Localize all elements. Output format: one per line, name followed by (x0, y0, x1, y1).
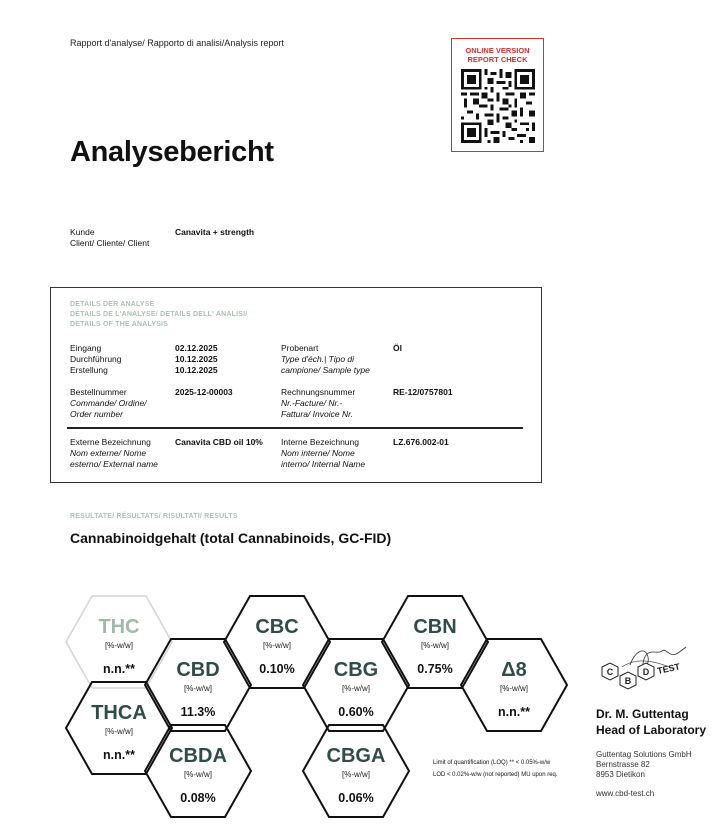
hex-cbda-value: 0.08% (180, 791, 216, 805)
company-address (596, 750, 692, 780)
hex-delta8 (459, 637, 569, 733)
internal-name-trans-2: interno/ Internal Name (281, 459, 366, 469)
cbd-test-logo (596, 645, 700, 697)
hex-delta8-unit: [%-w/w] (500, 684, 528, 693)
hex-cbga-name: CBGA (326, 745, 386, 767)
received-label: Eingang (70, 343, 102, 353)
hex-delta8-name: Δ8 (501, 659, 527, 681)
hex-cbg-value: 0.60% (338, 705, 374, 719)
sample-type-trans-1: Type d'éch.| Tipo di (281, 354, 355, 364)
logo-letter-d: D (642, 667, 650, 677)
hex-thca-unit: [%-w/w] (105, 727, 133, 736)
performed-label: Durchführung (70, 354, 122, 364)
hex-cbd-value: 11.3% (180, 705, 216, 719)
internal-name-value: LZ.676.002-01 (393, 437, 449, 447)
invoice-number-trans-2: Fattura/ Invoice Nr. (281, 409, 353, 419)
signatory (596, 706, 706, 738)
logo-word-test: TEST (656, 661, 681, 676)
order-number-value: 2025-12-00003 (175, 387, 233, 397)
qr-caption-line2: REPORT CHECK (467, 55, 528, 64)
external-name-label: Externe Bezeichnung (70, 437, 151, 447)
hex-thc-name: THC (98, 616, 140, 638)
hex-cbda-unit: [%-w/w] (184, 770, 212, 779)
hex-thca-value: n.n.** (103, 748, 135, 762)
order-number-trans-1: Commande/ Ordine/ (70, 398, 147, 408)
hex-cbc-name: CBC (255, 616, 299, 638)
hex-cbga-unit: [%-w/w] (342, 770, 370, 779)
signatory-name: Dr. M. Guttentag (596, 707, 689, 721)
hex-cbd-unit: [%-w/w] (184, 684, 212, 693)
received-date: 02.12.2025 (175, 343, 218, 353)
order-number-trans-2: Order number (70, 409, 123, 419)
created-label: Erstellung (70, 365, 108, 375)
online-report-check[interactable] (451, 38, 544, 152)
client-label-translations: Client/ Cliente/ Client (70, 238, 150, 248)
invoice-number-trans-1: Nr.-Facture/ Nr.- (281, 398, 343, 408)
page-title: Analysebericht (70, 136, 274, 168)
hex-cbg-name: CBG (333, 659, 379, 681)
lod-line: LOD < 0.02%-w/w (not reported) MU upon req. (433, 772, 558, 778)
client-value: Canavita + strength (175, 227, 255, 237)
qr-caption (452, 46, 543, 64)
hex-cbd-name: CBD (176, 659, 220, 681)
sample-type-trans-2: campione/ Sample type (281, 365, 370, 375)
hex-thc-value: n.n.** (103, 662, 135, 676)
hex-cbg-unit: [%-w/w] (342, 684, 370, 693)
internal-name-label: Interne Bezeichnung (281, 437, 359, 447)
external-name-value: Canavita CBD oil 10% (175, 437, 263, 447)
order-number-label: Bestellnummer (70, 387, 127, 397)
external-name-trans-1: Nom externe/ Nome (70, 448, 147, 458)
company-name: Guttentag Solutions GmbH (596, 750, 692, 759)
results-title: Cannabinoidgehalt (total Cannabinoids, GC-FID) (70, 530, 392, 546)
performed-date: 10.12.2025 (175, 354, 218, 364)
details-header (70, 300, 247, 330)
logo-letter-c: C (606, 667, 614, 677)
loq-line: Limit of quantification (LOQ) ** < 0.05%-w/w (433, 760, 551, 766)
signatory-role: Head of Laboratory (596, 723, 707, 737)
qr-code-icon[interactable] (461, 69, 535, 143)
logo-letter-b: B (624, 676, 632, 686)
sample-type-label: Probenart (281, 343, 319, 353)
details-divider (67, 427, 523, 429)
hex-cbc-unit: [%-w/w] (263, 641, 291, 650)
details-header-line3: DETAILS OF THE ANALYSIS (70, 321, 169, 328)
hex-cbda-name: CBDA (169, 745, 227, 767)
hex-thc-unit: [%-w/w] (105, 641, 133, 650)
hex-cbn-value: 0.75% (417, 662, 453, 676)
website-link[interactable]: www.cbd-test.ch (596, 789, 655, 798)
external-name-trans-2: esterno/ External name (70, 459, 158, 469)
results-header: RESULTATE/ RÉSULTATS/ RISULTATI/ RESULTS (70, 513, 238, 520)
invoice-number-value: RE-12/0757801 (393, 387, 453, 397)
hex-thca-name: THCA (91, 702, 147, 724)
created-date: 10.12.2025 (175, 365, 218, 375)
sample-type-value: Öl (393, 343, 402, 353)
client-label: Kunde (70, 227, 95, 237)
invoice-number-label: Rechnungsnummer (281, 387, 356, 397)
company-city: 8953 Dietikon (596, 770, 645, 779)
hex-delta8-value: n.n.** (498, 705, 530, 719)
loq-note (433, 757, 558, 781)
details-header-line2: DÉTAILS DE L'ANALYSE/ DETAILS DELL' ANALISI/ (70, 311, 248, 318)
company-street: Bernstrasse 82 (596, 760, 650, 769)
report-subtitle: Rapport d'analyse/ Rapporto di analisi/Analysis report (70, 38, 284, 48)
hex-cbga-value: 0.06% (338, 791, 374, 805)
hex-cbga (301, 723, 411, 819)
qr-caption-line1: ONLINE VERSION (465, 46, 530, 55)
details-header-line1: DETAILS DER ANALYSE (70, 301, 155, 308)
hex-cbn-name: CBN (413, 616, 457, 638)
hex-cbc-value: 0.10% (259, 662, 295, 676)
hex-cbda (143, 723, 253, 819)
hex-cbn-unit: [%-w/w] (421, 641, 449, 650)
internal-name-trans-1: Nom interne/ Nome (281, 448, 355, 458)
